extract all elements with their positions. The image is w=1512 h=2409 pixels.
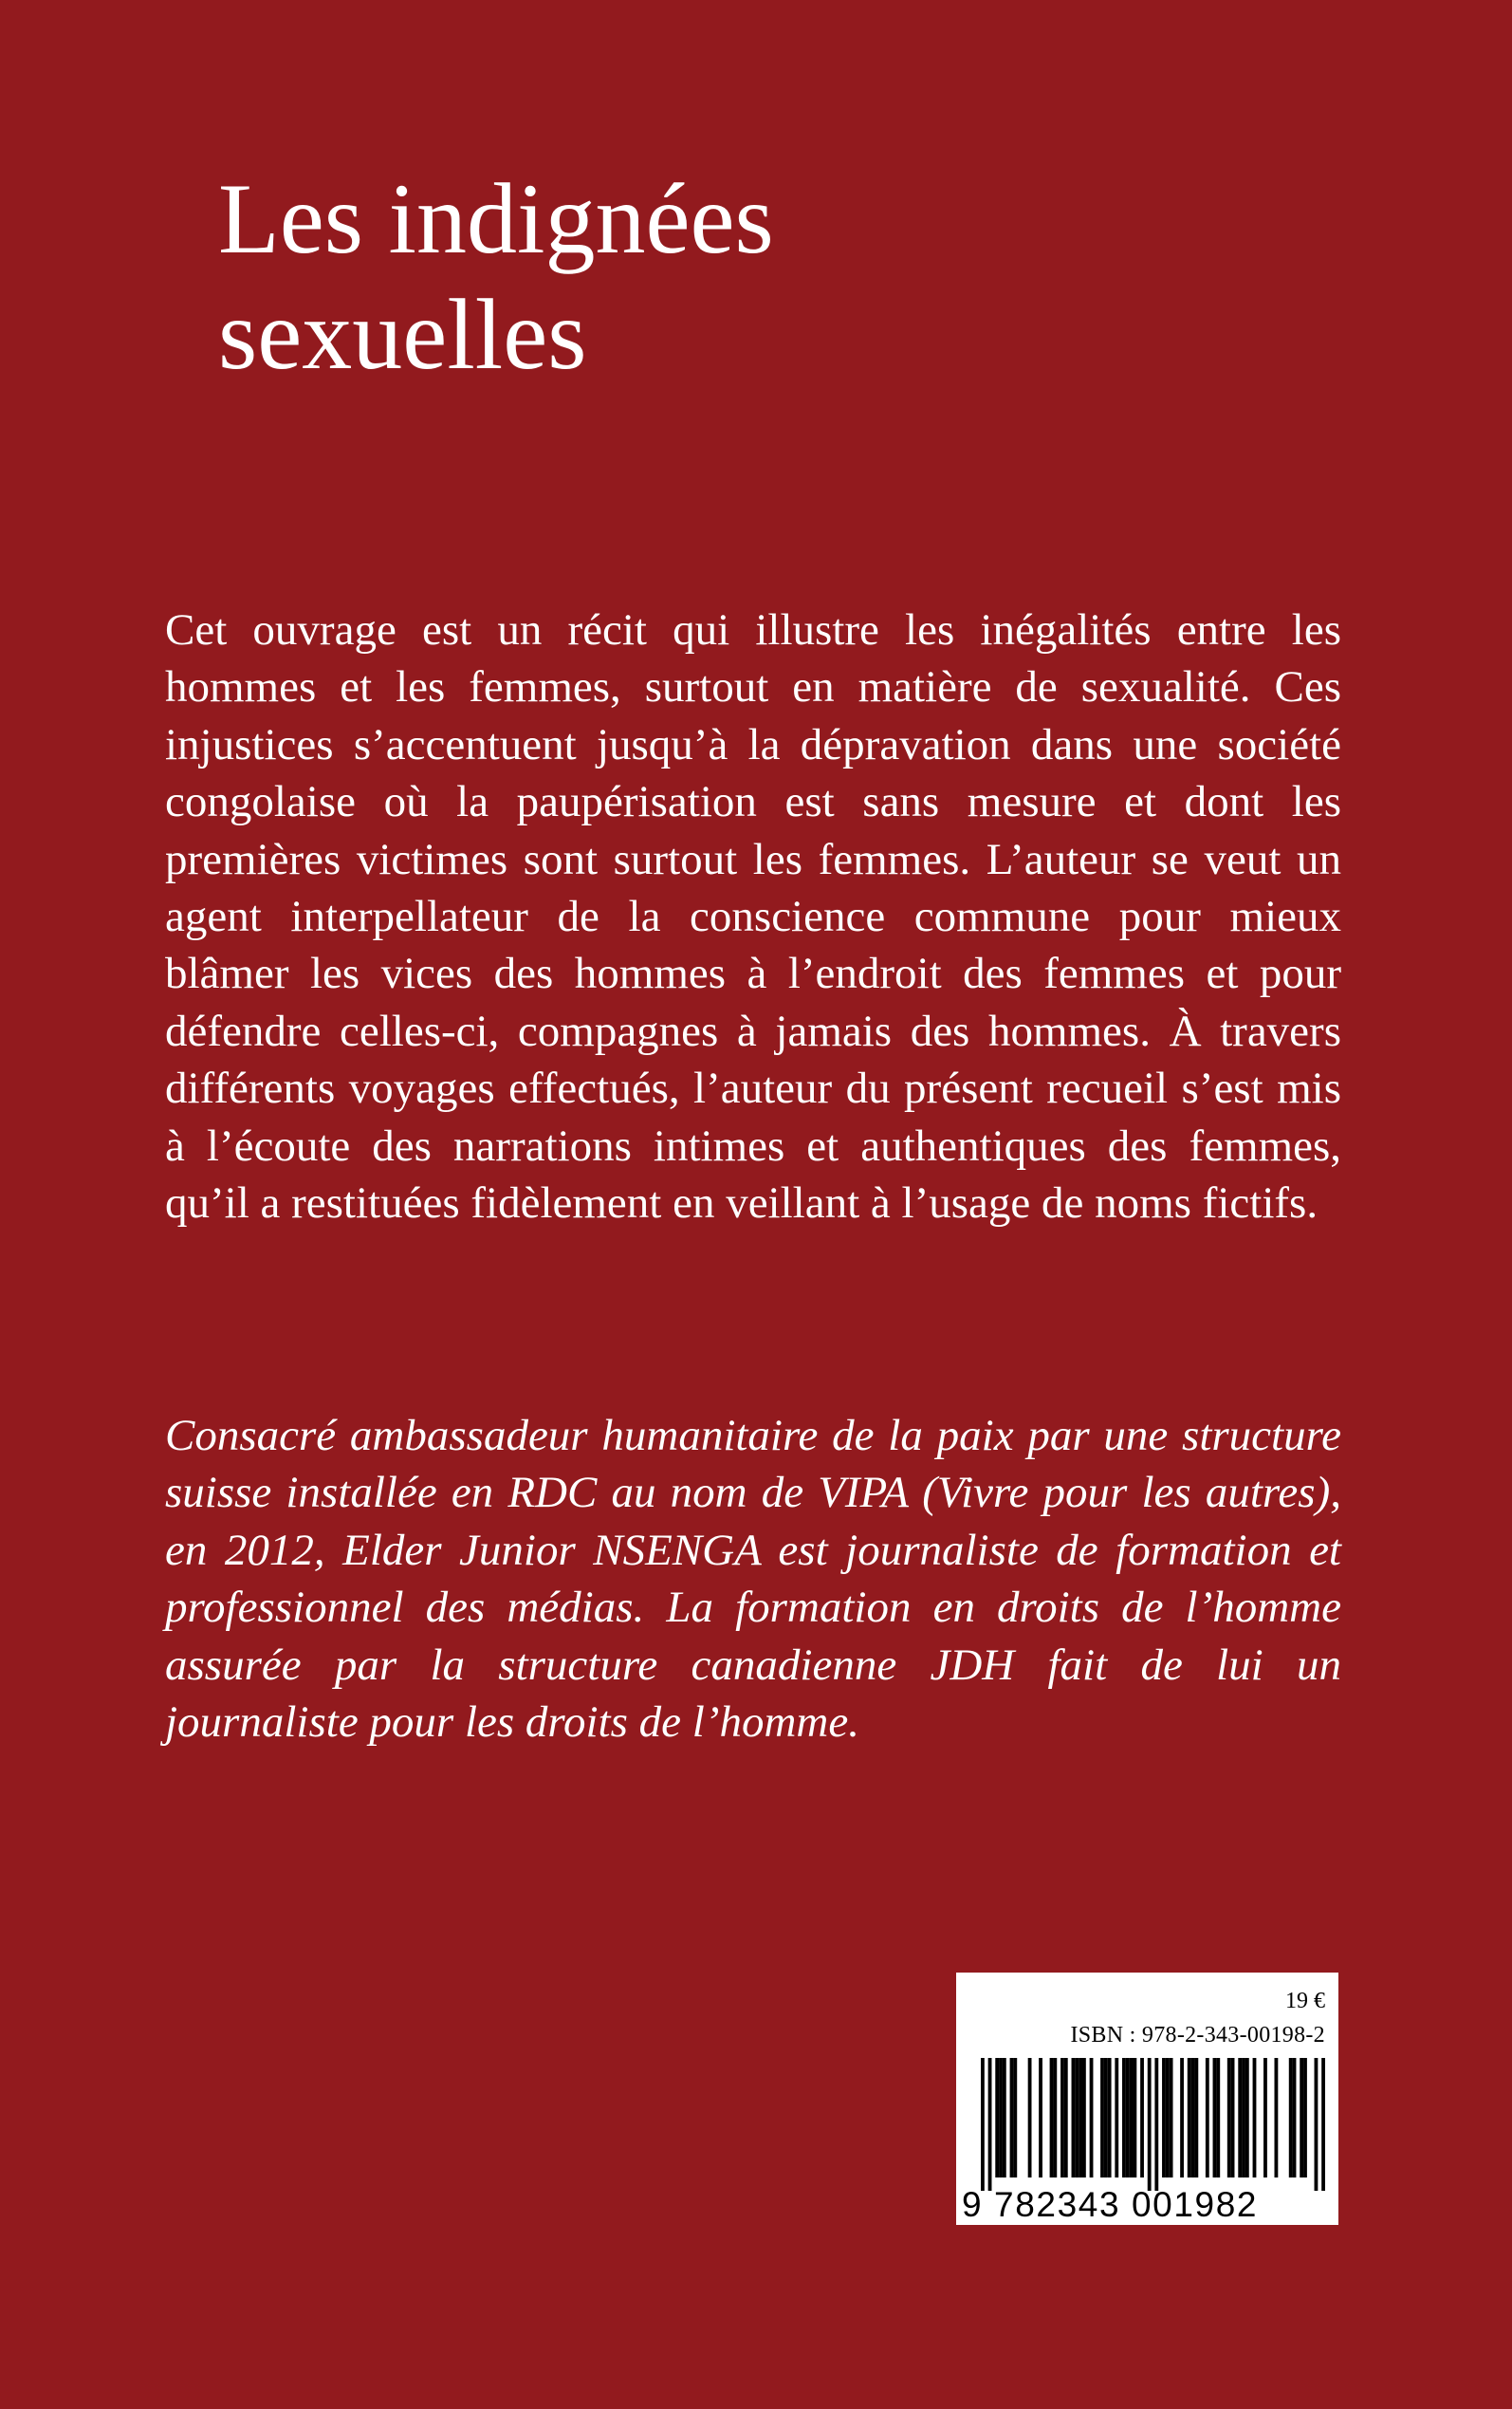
price-label: 19 € <box>1285 1989 1325 2013</box>
barcode-bar <box>1216 2058 1220 2177</box>
barcode-bar <box>1213 2058 1217 2177</box>
barcode-bar <box>1013 2058 1017 2177</box>
book-title-line-2: sexuelles <box>218 279 587 390</box>
barcode-bar <box>1130 2058 1134 2177</box>
barcode-bar <box>1072 2058 1076 2177</box>
barcode-bar <box>1253 2058 1257 2177</box>
barcode-bar <box>981 2058 985 2191</box>
barcode-bar <box>1154 2058 1158 2191</box>
barcode-bar <box>1028 2058 1032 2177</box>
barcode-bar <box>1003 2058 1006 2177</box>
barcode-bar <box>1126 2058 1130 2177</box>
author-bio: Consacré ambassadeur humanitaire de la paix par une structure suisse installée en RDC au nom de VIPA (Vivre pour les autres), en 2012, Elder Junior NSENGA est journaliste de formation et professionnel des médias. La formation en droits de l’homme assurée par la structure canadienne JDH fait de lui un journaliste pour les droits de l’homme. <box>165 1411 1341 1748</box>
barcode-bar <box>1188 2058 1191 2177</box>
barcode-box <box>956 1973 1338 2225</box>
barcode-icon <box>981 2058 1325 2191</box>
barcode-bar <box>1194 2058 1198 2177</box>
barcode-bar <box>1115 2058 1118 2177</box>
barcode-bar <box>1162 2058 1166 2177</box>
book-title <box>218 161 1356 393</box>
barcode-bar <box>1263 2058 1267 2177</box>
barcode-bar <box>1180 2058 1184 2177</box>
barcode-bar <box>1075 2058 1079 2177</box>
barcode-bar <box>1303 2058 1307 2177</box>
barcode-bar <box>1289 2058 1293 2177</box>
barcode-bar <box>1238 2058 1242 2177</box>
barcode-bar <box>1079 2058 1082 2177</box>
barcode-bar <box>1300 2058 1303 2177</box>
barcode-bar <box>1275 2058 1279 2177</box>
barcode-bar <box>1108 2058 1112 2177</box>
barcode-bar <box>999 2058 1003 2177</box>
barcode-bar <box>1170 2058 1173 2177</box>
barcode-bar <box>988 2058 992 2191</box>
barcode-bar <box>1090 2058 1094 2177</box>
isbn-label: ISBN : 978-2-343-00198-2 <box>1070 2023 1325 2048</box>
barcode-bar <box>1191 2058 1195 2177</box>
barcode-bar <box>1140 2058 1144 2177</box>
barcode-bar <box>1064 2058 1068 2177</box>
barcode-bar <box>1242 2058 1245 2177</box>
barcode-bar <box>1148 2058 1152 2191</box>
barcode-bar <box>1166 2058 1170 2177</box>
barcode-bar <box>1082 2058 1086 2177</box>
barcode-bar <box>1315 2058 1318 2191</box>
barcode-bar <box>1104 2058 1108 2177</box>
barcode-bar <box>1245 2058 1249 2177</box>
ean-digits: 9 782343 001982 <box>962 2185 1259 2224</box>
barcode-bar <box>1122 2058 1126 2177</box>
barcode-bar <box>995 2058 999 2177</box>
barcode-bar <box>1039 2058 1042 2177</box>
barcode-bar <box>1060 2058 1064 2177</box>
barcode-bar <box>1050 2058 1054 2177</box>
barcode-bar <box>1293 2058 1297 2177</box>
barcode-bar <box>1231 2058 1235 2177</box>
barcode-bar <box>1321 2058 1325 2191</box>
barcode-bar <box>1227 2058 1231 2177</box>
barcode-bar <box>1133 2058 1136 2177</box>
barcode-bar <box>1206 2058 1209 2177</box>
book-title-line-1: Les indignées <box>218 163 774 274</box>
book-summary: Cet ouvrage est un récit qui illustre les inégalités entre les hommes et les femmes, surtout en matière de sexualité. Ces injustices s’accentuent jusqu’à la dépravation dans une société congolaise où la paupérisation est sans mesure et dont les premières victimes sont surtout les femmes. L’auteur se veut un agent interpellateur de la conscience commune pour mieux blâmer les vices des hommes à l’endroit des femmes et pour défendre celles-ci, compagnes à jamais des hommes. À travers différents voyages effectués, l’auteur du présent recueil s’est mis à l’écoute des narrations intimes et authentiques des femmes, qu’il a restituées fidèlement en veillant à l’usage de noms fictifs. <box>165 605 1341 1229</box>
barcode-bar <box>1100 2058 1104 2177</box>
barcode-bar <box>1010 2058 1014 2177</box>
barcode-bar <box>1053 2058 1057 2177</box>
